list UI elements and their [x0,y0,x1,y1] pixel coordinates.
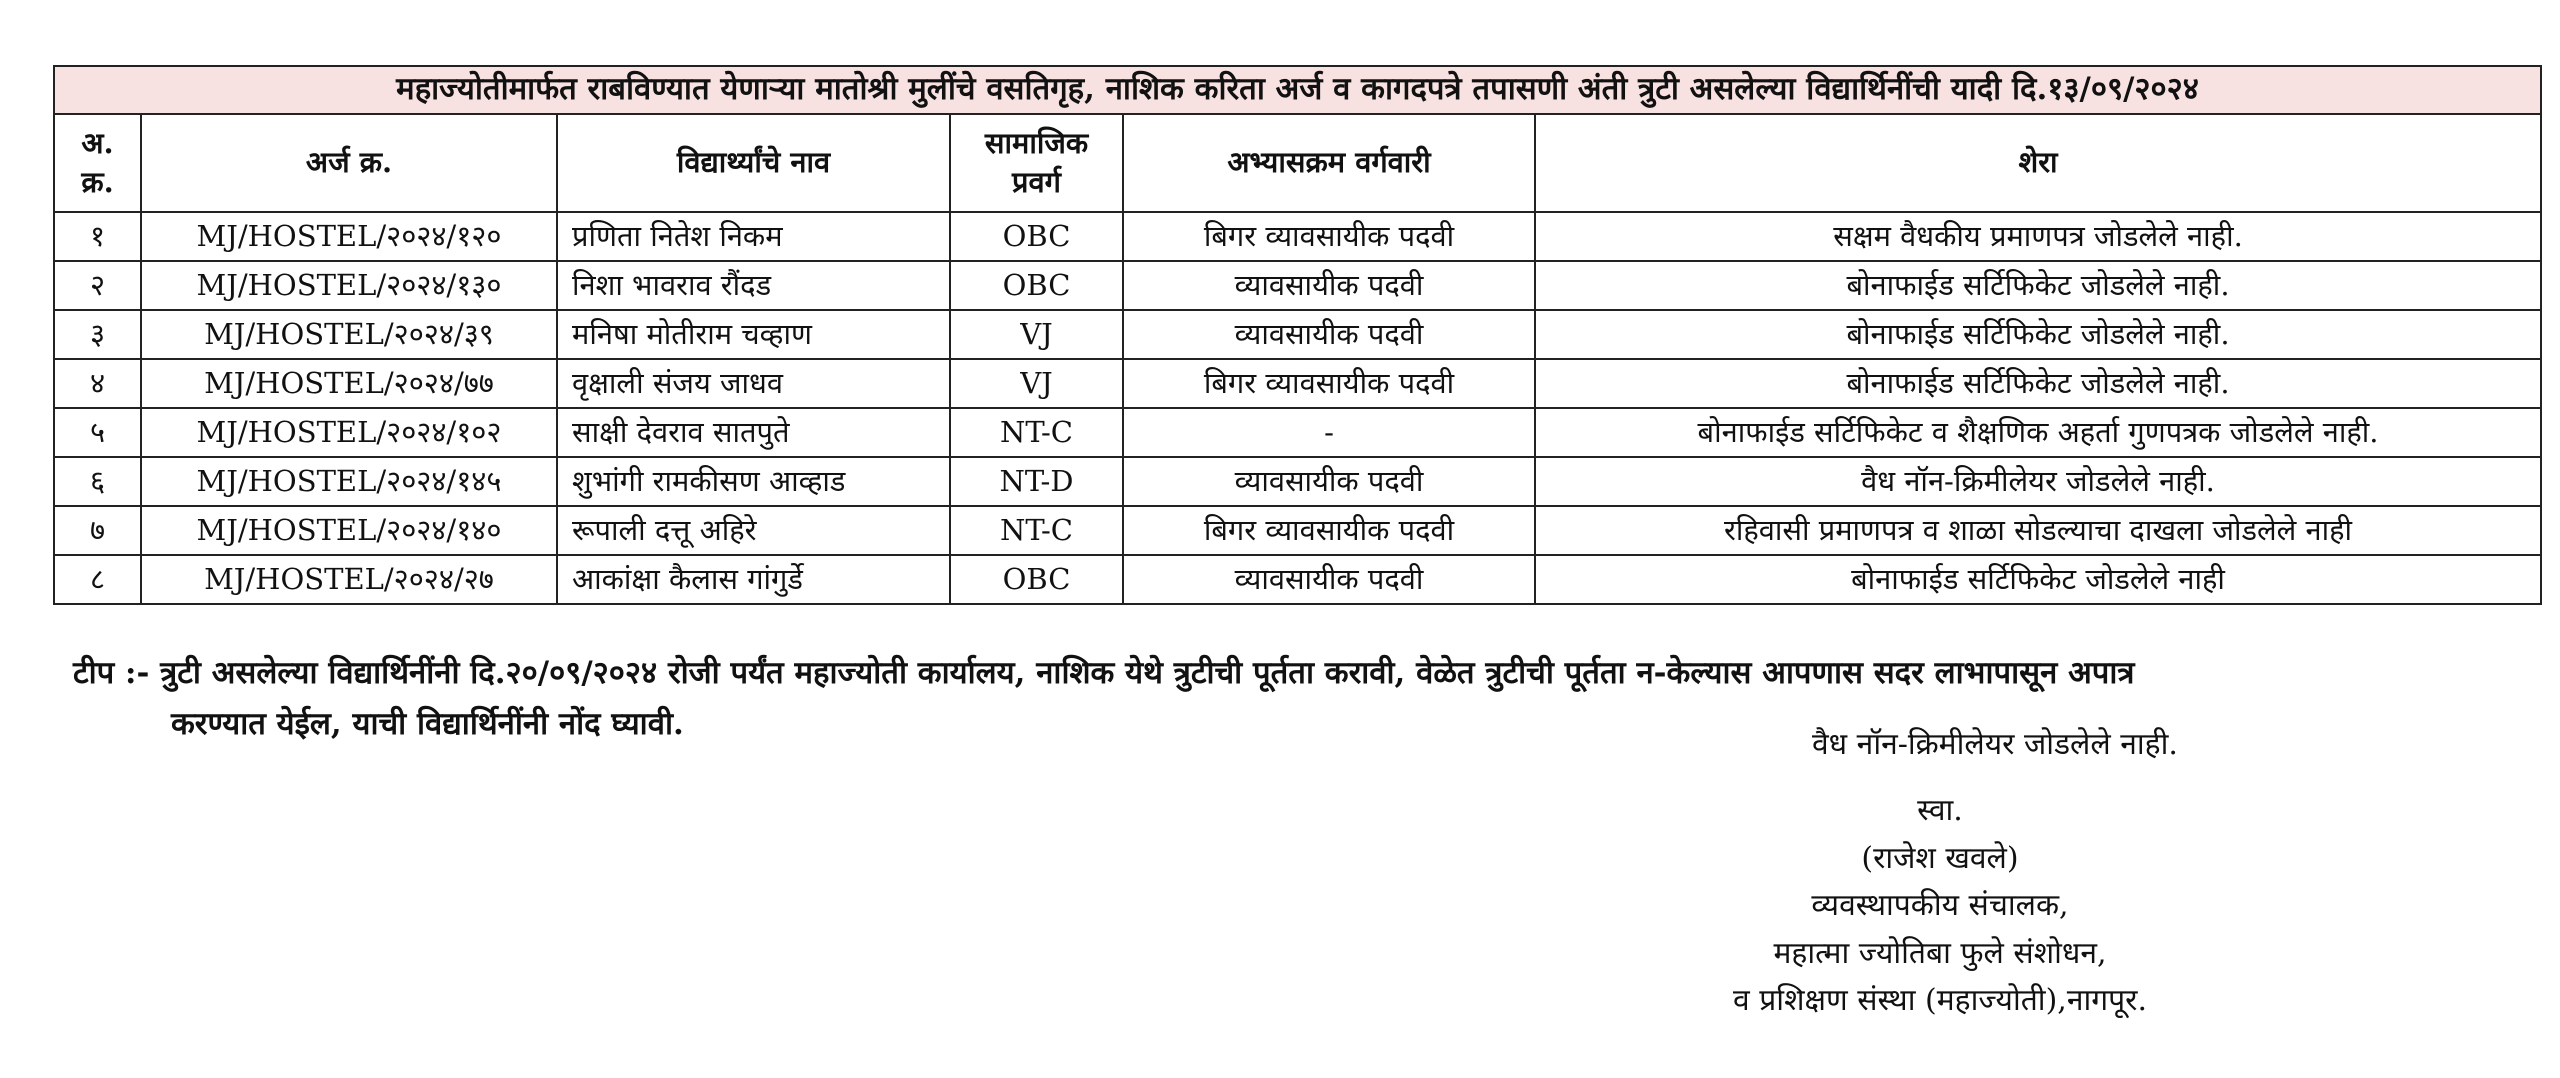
cell-serial: १ [54,212,141,261]
header-category: सामाजिक प्रवर्ग [950,114,1123,212]
cell-student-name: शुभांगी रामकीसण आव्हाड [557,457,950,506]
cell-application-no: MJ/HOSTEL/२०२४/७७ [141,359,557,408]
cell-serial: ५ [54,408,141,457]
cell-serial: २ [54,261,141,310]
header-serial: अ. क्र. [54,114,141,212]
cell-application-no: MJ/HOSTEL/२०२४/१४० [141,506,557,555]
cell-serial: ८ [54,555,141,604]
header-course: अभ्यासक्रम वर्गवारी [1123,114,1535,212]
note-line-2: करण्यात येईल, याची विद्यार्थिनींनी नोंद घ्यावी. [171,706,684,742]
cell-course: बिगर व्यावसायीक पदवी [1123,359,1535,408]
cell-category: OBC [950,261,1123,310]
cell-course: व्यावसायीक पदवी [1123,457,1535,506]
cell-course: बिगर व्यावसायीक पदवी [1123,212,1535,261]
cell-category: VJ [950,310,1123,359]
cell-application-no: MJ/HOSTEL/२०२४/२७ [141,555,557,604]
header-application-no: अर्ज क्र. [141,114,557,212]
table-row [54,212,2541,261]
organization-name: महात्मा ज्योतिबा फुले संशोधन, [1773,935,2107,971]
cell-category: VJ [950,359,1123,408]
organization-location: व प्रशिक्षण संस्था (महाज्योती),नागपूर. [1733,983,2147,1018]
table-row [54,261,2541,310]
table-row [54,555,2541,604]
cell-category: OBC [950,212,1123,261]
header-student-name: विद्यार्थ्यांचे नाव [557,114,950,212]
cell-course: व्यावसायीक पदवी [1123,261,1535,310]
cell-serial: ३ [54,310,141,359]
cell-student-name: साक्षी देवराव सातपुते [557,408,950,457]
table-title: महाज्योतीमार्फत राबविण्यात येणाऱ्या मातोश्री मुलींचे वसतिगृह, नाशिक करिता अर्ज व कागदपत्रे तपासणी अंती त्रुटी असलेल्या विद्यार्थिनींची यादी दि.१३/०९/२०२४ [54,66,2541,114]
cell-course: बिगर व्यावसायीक पदवी [1123,506,1535,555]
cell-student-name: प्रणिता नितेश निकम [557,212,950,261]
cell-application-no: MJ/HOSTEL/२०२४/१०२ [141,408,557,457]
cell-category: NT-D [950,457,1123,506]
table-title-row [54,66,2541,114]
signature-line: स्वा. [1917,793,1963,828]
cell-application-no: MJ/HOSTEL/२०२४/१३० [141,261,557,310]
cell-student-name: निशा भावराव रौंदड [557,261,950,310]
cell-remark: बोनाफाईड सर्टिफिकेट जोडलेले नाही. [1535,310,2541,359]
cell-remark: बोनाफाईड सर्टिफिकेट जोडलेले नाही. [1535,261,2541,310]
cell-remark: सक्षम वैधकीय प्रमाणपत्र जोडलेले नाही. [1535,212,2541,261]
note-line-1: टीप :- त्रुटी असलेल्या विद्यार्थिनींनी दि.२०/०९/२०२४ रोजी पर्यंत महाज्योती कार्यालय, नाशिक येथे त्रुटीची पूर्तता करावी, वेळेत त्रुटीची पूर्तता न-केल्यास आपणास सदर लाभापासून अपात्र [73,655,2135,691]
cell-application-no: MJ/HOSTEL/२०२४/१२० [141,212,557,261]
cell-remark: रहिवासी प्रमाणपत्र व शाळा सोडल्याचा दाखला जोडलेले नाही [1535,506,2541,555]
cell-student-name: मनिषा मोतीराम चव्हाण [557,310,950,359]
signatory-name: (राजेश खवले) [1861,840,2019,876]
cell-remark: बोनाफाईड सर्टिफिकेट जोडलेले नाही [1535,555,2541,604]
cell-course: व्यावसायीक पदवी [1123,555,1535,604]
cell-category: NT-C [950,408,1123,457]
table-row [54,506,2541,555]
cell-course: व्यावसायीक पदवी [1123,310,1535,359]
signatory-designation: व्यवस्थापकीय संचालक, [1811,888,2069,923]
cell-student-name: रूपाली दत्तू अहिरे [557,506,950,555]
cell-serial: ६ [54,457,141,506]
stray-remark-text: वैध नॉन-क्रिमीलेयर जोडलेले नाही. [1812,727,2178,762]
cell-application-no: MJ/HOSTEL/२०२४/१४५ [141,457,557,506]
table-row [54,408,2541,457]
table-row [54,457,2541,506]
cell-course: - [1123,408,1535,457]
cell-remark: बोनाफाईड सर्टिफिकेट जोडलेले नाही. [1535,359,2541,408]
header-remarks: शेरा [1535,114,2541,212]
table-row [54,310,2541,359]
cell-category: OBC [950,555,1123,604]
cell-remark: वैध नॉन-क्रिमीलेयर जोडलेले नाही. [1535,457,2541,506]
cell-serial: ७ [54,506,141,555]
cell-serial: ४ [54,359,141,408]
cell-student-name: आकांक्षा कैलास गांगुर्डे [557,555,950,604]
table-header-row [54,114,2541,212]
cell-student-name: वृक्षाली संजय जाधव [557,359,950,408]
cell-category: NT-C [950,506,1123,555]
cell-remark: बोनाफाईड सर्टिफिकेट व शैक्षणिक अहर्ता गुणपत्रक जोडलेले नाही. [1535,408,2541,457]
signature-block [1620,787,2260,1025]
cell-application-no: MJ/HOSTEL/२०२४/३९ [141,310,557,359]
student-error-table [53,65,2542,605]
table-row [54,359,2541,408]
